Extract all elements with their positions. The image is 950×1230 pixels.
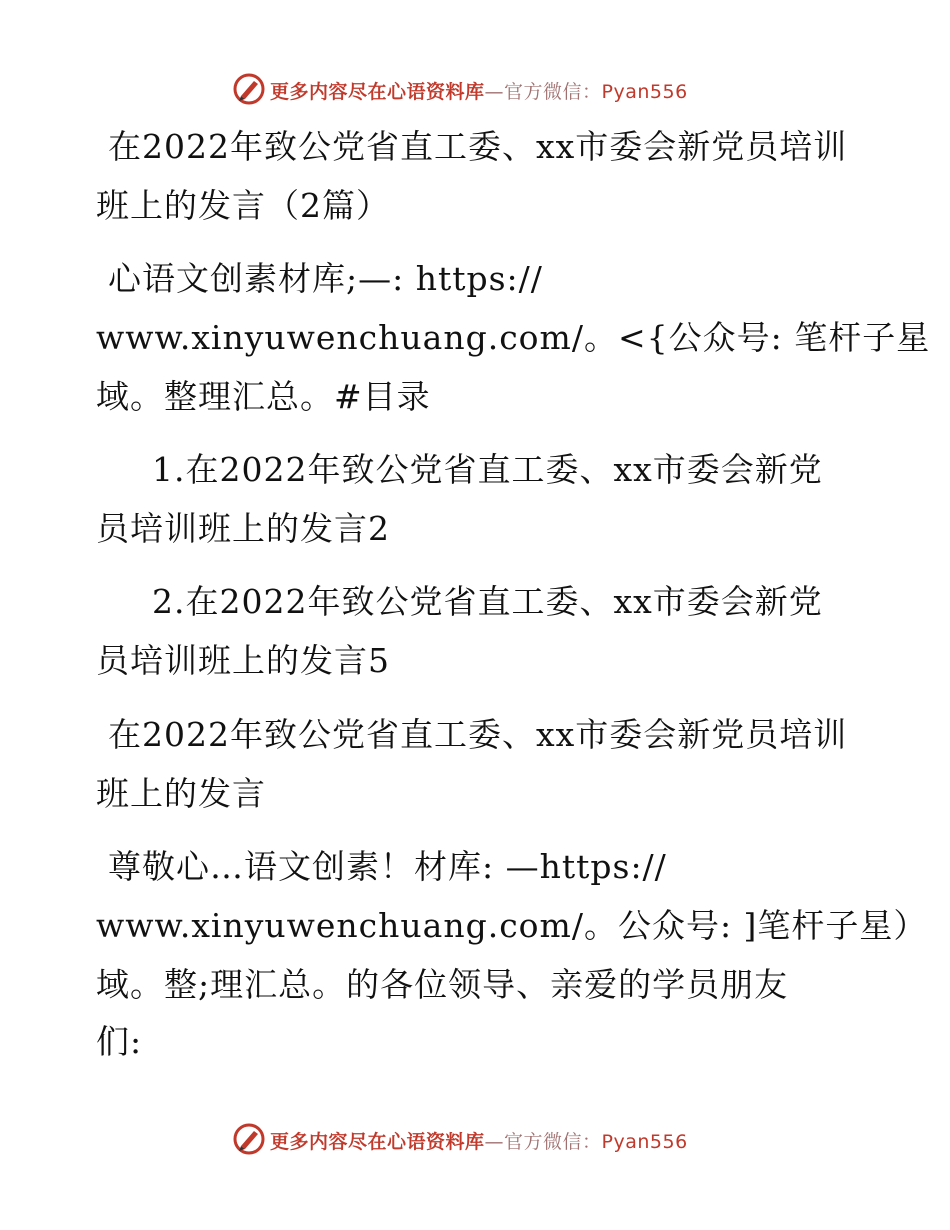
section-title-line1: 在2022年致公党省直工委、xx市委会新党员培训 (108, 715, 848, 754)
body-line1: 尊敬心…语文创素！材库: —https:// (108, 847, 667, 886)
banner-wechat-id: Pyan556 (601, 81, 688, 103)
intro-line3: 域。整理汇总。#目录 (96, 377, 431, 416)
body-line2: www.xinyuwenchuang.com/。公众号: ]笔杆子星） (96, 906, 928, 945)
pen-logo-icon (232, 72, 266, 106)
body-line4: 们: (96, 1022, 143, 1061)
intro-line2: www.xinyuwenchuang.com/。<{公众号: 笔杆子星 (96, 318, 931, 357)
banner-wechat-id: Pyan556 (601, 1131, 688, 1153)
banner-text (270, 77, 688, 104)
section-title-line2: 班上的发言 (96, 774, 266, 813)
header-banner (0, 70, 950, 110)
toc-item-1-line2: 员培训班上的发言2 (96, 509, 390, 548)
toc-item-2-line2: 员培训班上的发言5 (96, 641, 390, 680)
body-line3: 域。整;理汇总。的各位领导、亲爱的学员朋友 (96, 965, 789, 1004)
banner-slogan: 更多内容尽在心语资料库 (270, 81, 485, 103)
pen-logo-icon (232, 1122, 266, 1156)
doc-title-line2: 班上的发言（2篇） (96, 186, 390, 225)
toc-item-1-line1: 1.在2022年致公党省直工委、xx市委会新党 (152, 450, 823, 489)
banner-slogan: 更多内容尽在心语资料库 (270, 1131, 485, 1153)
banner-text (270, 1127, 688, 1154)
footer-banner (0, 1120, 950, 1160)
intro-line1: 心语文创素材库;—: https:// (108, 259, 543, 298)
toc-item-2-line1: 2.在2022年致公党省直工委、xx市委会新党 (152, 582, 823, 621)
doc-title-line1: 在2022年致公党省直工委、xx市委会新党员培训 (108, 127, 848, 166)
banner-wechat-label: —官方微信： (484, 1131, 602, 1153)
banner-wechat-label: —官方微信： (484, 81, 602, 103)
